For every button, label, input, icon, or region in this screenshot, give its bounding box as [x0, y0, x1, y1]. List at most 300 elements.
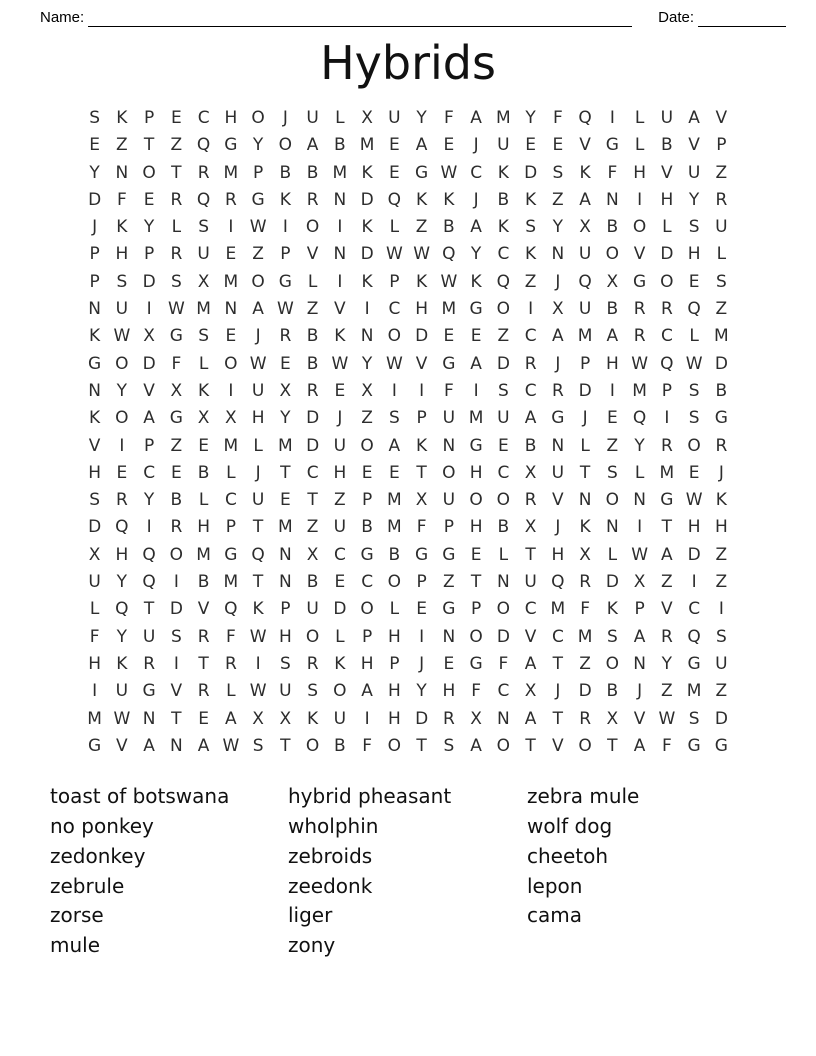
- grid-letter: D: [714, 353, 728, 374]
- grid-letter: G: [442, 599, 456, 620]
- word-list-item: zebroids: [288, 843, 373, 868]
- grid-letter: P: [280, 599, 291, 620]
- grid-letter: O: [660, 271, 674, 292]
- word-list-item: liger: [288, 903, 333, 928]
- grid-letter: Z: [170, 135, 183, 156]
- grid-letter: W: [276, 299, 294, 320]
- grid-letter: S: [715, 626, 727, 647]
- grid-row: [81, 132, 735, 159]
- grid-letter: U: [333, 708, 347, 729]
- grid-letter: G: [224, 544, 238, 565]
- grid-letter: I: [173, 653, 179, 674]
- grid-letter: A: [388, 435, 401, 456]
- grid-letter: U: [660, 108, 674, 128]
- grid-letter: Y: [525, 108, 536, 128]
- grid-letter: S: [443, 735, 455, 756]
- grid-letter: L: [335, 108, 345, 128]
- grid-letter: Z: [661, 572, 673, 593]
- grid-letter: T: [252, 517, 264, 538]
- grid-letter: A: [524, 408, 537, 429]
- grid-letter: X: [361, 380, 373, 401]
- grid-letter: L: [634, 108, 645, 128]
- word-list-item: zebrule: [50, 873, 125, 898]
- grid-letter: Z: [415, 217, 428, 238]
- grid-letter: J: [337, 408, 343, 429]
- grid-letter: E: [416, 599, 427, 620]
- grid-letter: B: [715, 380, 728, 401]
- grid-letter: N: [88, 299, 101, 320]
- grid-letter: R: [306, 653, 319, 674]
- grid-letter: U: [197, 244, 210, 265]
- grid-letter: R: [115, 490, 128, 511]
- grid-letter: G: [551, 408, 565, 429]
- grid-letter: B: [197, 572, 210, 593]
- grid-letter: O: [605, 244, 620, 265]
- grid-letter: X: [606, 708, 619, 729]
- grid-letter: K: [89, 326, 101, 347]
- grid-letter: S: [552, 162, 564, 183]
- grid-letter: G: [687, 735, 701, 756]
- grid-letter: I: [419, 626, 425, 647]
- grid-letter: Q: [387, 189, 402, 210]
- grid-row: [81, 405, 735, 432]
- grid-letter: R: [224, 189, 237, 210]
- grid-letter: M: [223, 435, 239, 456]
- grid-letter: M: [196, 544, 211, 565]
- grid-letter: M: [441, 299, 457, 320]
- grid-letter: K: [116, 653, 128, 674]
- grid-letter: A: [661, 544, 673, 565]
- grid-letter: J: [718, 462, 724, 483]
- grid-letter: A: [306, 135, 319, 156]
- grid-letter: D: [360, 244, 374, 265]
- grid-row: [81, 487, 735, 514]
- grid-letter: S: [688, 217, 700, 238]
- grid-letter: W: [440, 271, 458, 292]
- grid-letter: W: [658, 708, 676, 729]
- grid-letter: P: [280, 244, 291, 265]
- grid-letter: N: [551, 435, 565, 456]
- grid-letter: H: [197, 517, 211, 538]
- grid-letter: K: [334, 326, 346, 347]
- grid-letter: W: [113, 708, 131, 729]
- grid-letter: R: [633, 326, 646, 347]
- grid-row: [81, 733, 735, 760]
- grid-letter: P: [470, 599, 482, 620]
- grid-letter: E: [334, 380, 346, 401]
- grid-letter: H: [469, 517, 483, 538]
- grid-letter: Y: [552, 217, 564, 238]
- grid-letter: E: [688, 462, 700, 483]
- grid-letter: F: [171, 353, 182, 374]
- grid-letter: O: [251, 271, 265, 292]
- grid-letter: R: [170, 189, 183, 210]
- grid-letter: D: [660, 244, 674, 265]
- grid-letter: P: [634, 599, 645, 620]
- grid-letter: N: [88, 380, 101, 401]
- grid-letter: N: [497, 708, 510, 729]
- grid-letter: I: [609, 108, 615, 128]
- grid-letter: I: [364, 708, 370, 729]
- grid-letter: B: [388, 544, 401, 565]
- grid-letter: E: [89, 135, 100, 156]
- grid-letter: O: [333, 681, 347, 702]
- grid-letter: V: [170, 681, 183, 702]
- grid-letter: H: [387, 626, 401, 647]
- grid-letter: M: [659, 462, 675, 483]
- grid-letter: E: [389, 162, 400, 183]
- grid-letter: O: [142, 162, 156, 183]
- grid-letter: Z: [116, 135, 128, 156]
- grid-letter: A: [524, 653, 537, 674]
- grid-letter: N: [142, 708, 156, 729]
- grid-letter: W: [331, 353, 349, 374]
- grid-letter: J: [255, 326, 261, 347]
- grid-letter: U: [88, 572, 101, 593]
- grid-letter: S: [715, 271, 727, 292]
- grid-letter: H: [333, 462, 347, 483]
- grid-letter: O: [278, 135, 293, 156]
- grid-letter: E: [688, 271, 700, 292]
- grid-letter: I: [718, 599, 724, 620]
- grid-letter: G: [469, 299, 483, 320]
- grid-letter: O: [305, 217, 320, 238]
- grid-letter: P: [389, 653, 400, 674]
- grid-letter: D: [415, 708, 429, 729]
- grid-letter: S: [497, 380, 509, 401]
- grid-letter: P: [661, 380, 672, 401]
- grid-letter: T: [252, 572, 264, 593]
- grid-letter: H: [224, 108, 238, 128]
- grid-letter: C: [306, 462, 319, 483]
- grid-letter: Q: [115, 517, 129, 538]
- grid-letter: E: [552, 135, 564, 156]
- grid-letter: U: [715, 653, 728, 674]
- grid-letter: H: [88, 653, 102, 674]
- grid-letter: B: [306, 326, 319, 347]
- grid-letter: K: [279, 189, 291, 210]
- grid-letter: M: [550, 599, 566, 620]
- grid-letter: I: [419, 380, 425, 401]
- grid-letter: V: [524, 626, 537, 647]
- grid-row: [81, 651, 735, 678]
- grid-letter: N: [633, 653, 646, 674]
- grid-letter: V: [143, 380, 155, 401]
- grid-letter: I: [228, 380, 234, 401]
- grid-letter: U: [333, 517, 347, 538]
- grid-letter: V: [197, 599, 210, 620]
- grid-letter: A: [470, 217, 482, 238]
- word-list-item: zeedonk: [288, 873, 373, 898]
- grid-letter: T: [525, 735, 536, 756]
- grid-letter: H: [387, 681, 401, 702]
- grid-letter: R: [715, 435, 728, 456]
- grid-letter: D: [496, 626, 510, 647]
- grid-letter: P: [89, 271, 100, 292]
- grid-letter: T: [307, 490, 318, 511]
- grid-letter: M: [278, 517, 293, 538]
- grid-letter: O: [115, 408, 129, 429]
- grid-row: [81, 596, 735, 623]
- grid-letter: Q: [196, 135, 211, 156]
- grid-letter: H: [115, 544, 129, 565]
- grid-letter: Y: [416, 681, 427, 702]
- grid-letter: O: [469, 626, 483, 647]
- grid-letter: J: [637, 681, 643, 702]
- grid-letter: T: [416, 735, 427, 756]
- grid-letter: W: [631, 544, 649, 565]
- grid-letter: O: [305, 735, 320, 756]
- grid-row: [81, 460, 735, 487]
- grid-letter: Q: [115, 599, 129, 620]
- grid-letter: F: [661, 735, 672, 756]
- grid-letter: R: [660, 299, 673, 320]
- grid-letter: K: [470, 271, 482, 292]
- grid-letter: W: [385, 353, 403, 374]
- grid-letter: K: [116, 108, 128, 128]
- grid-letter: Y: [116, 626, 128, 647]
- grid-letter: J: [555, 681, 561, 702]
- grid-letter: A: [415, 135, 428, 156]
- grid-letter: O: [496, 599, 511, 620]
- grid-letter: T: [470, 572, 482, 593]
- grid-letter: I: [92, 681, 98, 702]
- grid-letter: U: [715, 217, 728, 238]
- word-list-item: cama: [527, 903, 582, 928]
- grid-letter: M: [496, 108, 511, 128]
- grid-letter: Z: [552, 189, 564, 210]
- grid-letter: D: [524, 162, 538, 183]
- grid-letter: C: [524, 326, 537, 347]
- grid-letter: T: [552, 653, 564, 674]
- grid-letter: L: [634, 462, 645, 483]
- grid-letter: Q: [687, 626, 701, 647]
- grid-letter: J: [555, 517, 561, 538]
- grid-row: [81, 160, 735, 187]
- grid-letter: E: [498, 435, 509, 456]
- grid-letter: A: [524, 708, 537, 729]
- grid-letter: K: [361, 271, 373, 292]
- grid-letter: G: [169, 408, 183, 429]
- grid-letter: K: [525, 189, 537, 210]
- grid-letter: C: [361, 572, 374, 593]
- grid-letter: Y: [416, 108, 427, 128]
- grid-letter: X: [197, 271, 210, 292]
- grid-letter: U: [497, 408, 510, 429]
- grid-letter: E: [225, 244, 237, 265]
- grid-letter: O: [442, 462, 456, 483]
- grid-letter: B: [197, 462, 210, 483]
- grid-letter: C: [688, 599, 701, 620]
- grid-letter: O: [632, 217, 647, 238]
- grid-letter: S: [170, 626, 182, 647]
- grid-letter: W: [167, 299, 185, 320]
- grid-letter: Y: [280, 408, 291, 429]
- grid-letter: E: [470, 544, 482, 565]
- grid-letter: A: [633, 735, 646, 756]
- grid-letter: S: [198, 217, 210, 238]
- grid-letter: Q: [196, 189, 211, 210]
- grid-letter: C: [333, 544, 346, 565]
- grid-letter: Z: [306, 299, 319, 320]
- grid-letter: K: [579, 517, 591, 538]
- grid-letter: S: [606, 462, 618, 483]
- grid-letter: S: [89, 490, 101, 511]
- grid-row: [81, 269, 735, 296]
- grid-letter: G: [88, 353, 102, 374]
- grid-letter: R: [306, 189, 319, 210]
- grid-letter: V: [579, 135, 591, 156]
- grid-letter: Y: [252, 135, 264, 156]
- grid-letter: H: [442, 681, 456, 702]
- grid-letter: U: [279, 681, 292, 702]
- grid-letter: I: [391, 380, 397, 401]
- grid-letter: H: [551, 544, 565, 565]
- grid-letter: N: [115, 162, 129, 183]
- grid-letter: I: [609, 380, 615, 401]
- grid-letter: M: [632, 380, 647, 401]
- grid-letter: C: [497, 462, 510, 483]
- grid-letter: A: [633, 626, 646, 647]
- grid-letter: B: [306, 353, 319, 374]
- grid-letter: R: [197, 162, 210, 183]
- grid-letter: P: [143, 108, 155, 128]
- grid-letter: E: [116, 462, 128, 483]
- grid-letter: G: [605, 135, 619, 156]
- grid-letter: H: [714, 517, 728, 538]
- grid-letter: T: [552, 708, 564, 729]
- grid-letter: Z: [661, 681, 673, 702]
- grid-letter: J: [92, 217, 98, 238]
- grid-letter: Y: [116, 572, 128, 593]
- grid-letter: U: [333, 435, 347, 456]
- grid-letter: V: [415, 353, 428, 374]
- grid-letter: A: [470, 735, 482, 756]
- word-column: [50, 782, 229, 961]
- grid-letter: X: [306, 544, 319, 565]
- grid-letter: K: [497, 162, 509, 183]
- grid-letter: O: [224, 353, 238, 374]
- grid-row: [81, 214, 735, 241]
- grid-letter: C: [497, 681, 510, 702]
- grid-letter: A: [470, 353, 482, 374]
- grid-letter: C: [660, 326, 673, 347]
- grid-letter: K: [525, 244, 537, 265]
- grid-letter: R: [442, 708, 455, 729]
- grid-letter: Y: [634, 435, 645, 456]
- grid-letter: J: [473, 189, 479, 210]
- grid-letter: R: [170, 517, 183, 538]
- grid-letter: K: [361, 162, 373, 183]
- grid-letter: L: [689, 326, 699, 347]
- grid-letter: V: [552, 735, 564, 756]
- grid-letter: A: [252, 299, 264, 320]
- word-list-item: wholphin: [288, 813, 379, 838]
- grid-letter: E: [198, 708, 209, 729]
- grid-letter: R: [633, 299, 646, 320]
- grid-letter: L: [580, 435, 590, 456]
- grid-letter: W: [249, 217, 267, 238]
- grid-letter: N: [497, 572, 510, 593]
- grid-letter: N: [633, 490, 646, 511]
- date-label: Date:: [658, 9, 694, 26]
- grid-letter: C: [524, 599, 537, 620]
- grid-letter: Q: [578, 271, 592, 292]
- grid-letter: P: [361, 490, 373, 511]
- grid-letter: P: [416, 572, 427, 593]
- grid-letter: D: [88, 189, 102, 210]
- grid-letter: H: [387, 708, 401, 729]
- grid-letter: Y: [89, 162, 100, 183]
- grid-letter: B: [606, 681, 619, 702]
- grid-letter: D: [333, 599, 347, 620]
- grid-letter: J: [555, 271, 561, 292]
- grid-letter: G: [88, 735, 102, 756]
- grid-row: [81, 323, 735, 350]
- grid-letter: P: [579, 353, 591, 374]
- grid-letter: A: [552, 326, 564, 347]
- grid-letter: F: [443, 380, 454, 401]
- grid-letter: K: [715, 490, 727, 511]
- grid-letter: E: [443, 135, 455, 156]
- grid-letter: H: [278, 626, 292, 647]
- grid-letter: N: [360, 326, 374, 347]
- grid-letter: U: [551, 462, 565, 483]
- grid-letter: U: [524, 572, 537, 593]
- grid-letter: R: [524, 490, 537, 511]
- grid-letter: O: [496, 735, 511, 756]
- grid-letter: E: [280, 353, 291, 374]
- grid-letter: R: [660, 435, 673, 456]
- grid-letter: P: [143, 435, 155, 456]
- grid-letter: K: [89, 408, 101, 429]
- grid-letter: H: [88, 462, 102, 483]
- grid-letter: O: [251, 108, 265, 128]
- grid-letter: H: [687, 244, 701, 265]
- grid-letter: D: [578, 681, 592, 702]
- grid-letter: X: [524, 517, 537, 538]
- grid-letter: X: [470, 708, 482, 729]
- grid-letter: I: [173, 572, 179, 593]
- grid-letter: K: [307, 708, 319, 729]
- grid-letter: I: [691, 572, 697, 593]
- grid-letter: V: [688, 135, 700, 156]
- grid-letter: P: [225, 517, 236, 538]
- word-list-item: mule: [50, 933, 101, 958]
- grid-letter: R: [524, 353, 537, 374]
- grid-letter: E: [171, 462, 182, 483]
- grid-letter: Q: [442, 244, 456, 265]
- grid-letter: I: [146, 299, 152, 320]
- grid-letter: E: [171, 108, 182, 128]
- grid-letter: T: [525, 544, 536, 565]
- grid-letter: L: [307, 271, 318, 292]
- grid-letter: K: [116, 217, 128, 238]
- grid-letter: K: [416, 435, 428, 456]
- grid-letter: M: [196, 299, 211, 320]
- grid-letter: N: [442, 626, 456, 647]
- grid-letter: H: [251, 408, 265, 429]
- grid-letter: M: [468, 408, 484, 429]
- grid-letter: M: [223, 271, 239, 292]
- grid-letter: C: [551, 626, 564, 647]
- grid-letter: X: [633, 572, 646, 593]
- grid-letter: S: [307, 681, 319, 702]
- grid-letter: I: [337, 217, 343, 238]
- grid-letter: I: [337, 271, 343, 292]
- grid-row: [81, 678, 735, 705]
- grid-letter: T: [607, 735, 618, 756]
